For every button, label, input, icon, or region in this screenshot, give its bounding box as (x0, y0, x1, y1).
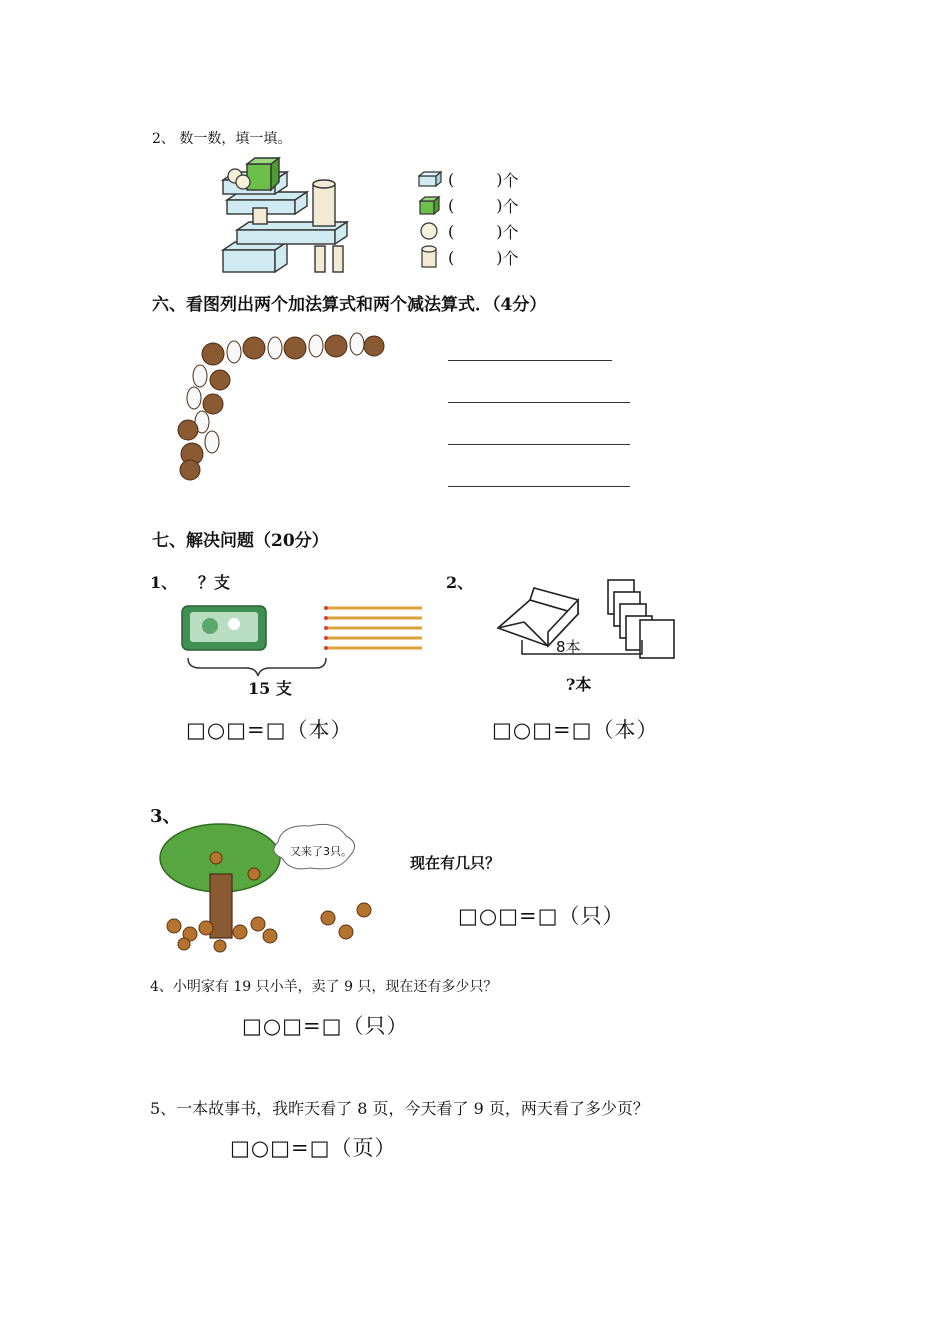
problem-3-equation[interactable]: □○□=□（只） (458, 904, 625, 928)
q2-title: 2、 数一数，填一填。 (152, 131, 292, 147)
count-unit: 个 (502, 222, 519, 242)
book-package-illustration (492, 576, 682, 666)
section7-title: 七、解决问题（20分） (152, 531, 329, 551)
count-unit: 个 (502, 170, 519, 190)
problem-5-text: 5、一本故事书，我昨天看了 8 页，今天看了 9 页，两天看了多少页？ (150, 1099, 649, 1118)
sphere-icon (418, 221, 442, 241)
problem-4-equation[interactable]: □○□=□（只） (242, 1014, 409, 1038)
problem-1-total: 15 支 (248, 679, 292, 698)
problem-2-question: ?本 (566, 675, 592, 694)
count-open-paren: ( (448, 247, 455, 267)
answer-line[interactable] (448, 402, 630, 403)
problem-4-text: 4、小明家有 19 只小羊，卖了 9 只，现在还有多少只？ (150, 979, 498, 995)
answer-line[interactable] (448, 486, 630, 487)
count-open-paren: ( (448, 221, 455, 241)
count-open-paren: ( (448, 195, 455, 215)
cuboid-icon (418, 171, 442, 187)
answer-line[interactable] (448, 444, 630, 445)
answer-line[interactable] (448, 360, 612, 361)
count-unit: 个 (502, 248, 519, 268)
count-close-paren: ) (496, 247, 503, 267)
monkeys-tree-illustration (150, 818, 394, 958)
cube-icon (418, 195, 442, 215)
count-row-sphere (418, 220, 519, 242)
section6-title: 六、看图列出两个加法算式和两个减法算式．（4分） (152, 295, 547, 315)
problem-3-question: 现在有几只？ (410, 854, 501, 872)
problem-1-question: ？支 (198, 573, 231, 592)
problem-3-number: 3、 (150, 806, 181, 827)
count-row-cube (418, 194, 519, 216)
count-row-cylinder (418, 246, 519, 268)
count-close-paren: ) (496, 169, 503, 189)
count-unit: 个 (502, 196, 519, 216)
count-close-paren: ) (496, 195, 503, 215)
block-stack-illustration (215, 150, 360, 280)
pencil-box-illustration (176, 600, 436, 680)
speech-bubble-text: 又来了3只。 (290, 845, 352, 858)
count-row-cuboid (418, 168, 519, 190)
problem-1-number: 1、 (150, 573, 178, 592)
cylinder-icon (418, 245, 442, 269)
problem-2-known: 8本 (556, 638, 581, 656)
problem-2-equation[interactable]: □○□=□（本） (492, 718, 659, 742)
problem-2-number: 2、 (446, 573, 474, 592)
count-close-paren: ) (496, 221, 503, 241)
bears-rabbits-illustration (168, 318, 388, 488)
problem-5-equation[interactable]: □○□=□（页） (230, 1136, 397, 1160)
count-open-paren: ( (448, 169, 455, 189)
problem-1-equation[interactable]: □○□=□（本） (186, 718, 353, 742)
